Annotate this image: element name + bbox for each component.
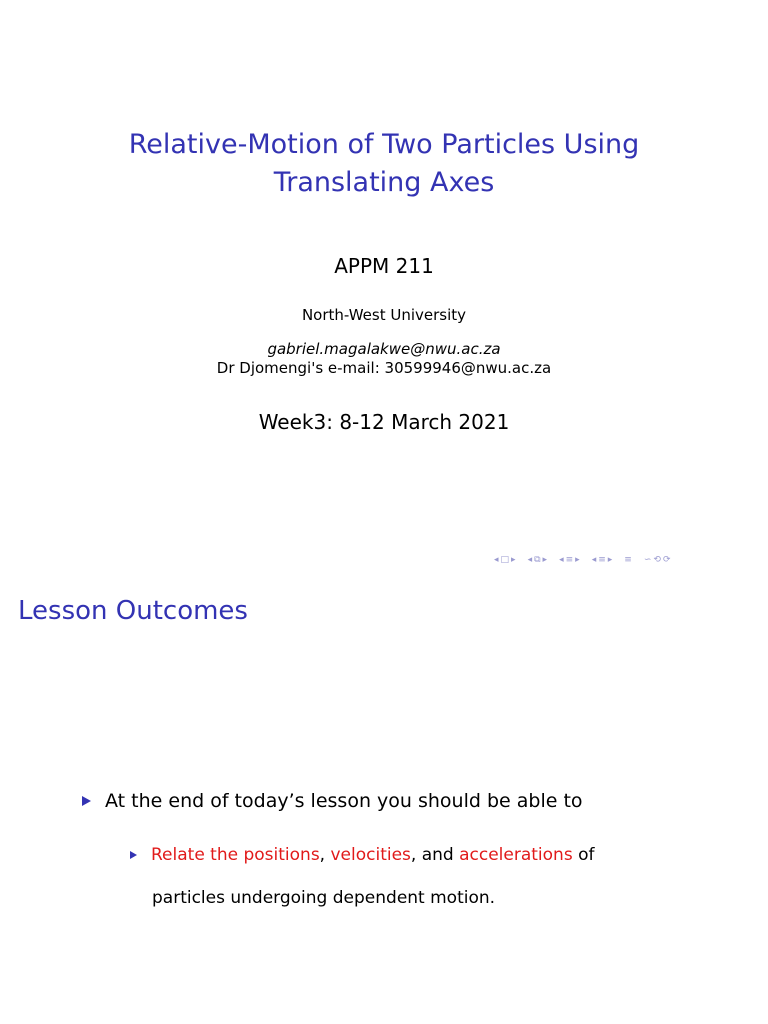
subsection-prev-icon[interactable]: ◂ xyxy=(527,555,533,565)
institute-name: North-West University xyxy=(301,306,467,324)
bullet-item-2 xyxy=(130,845,595,865)
frame-next-icon[interactable]: ▸ xyxy=(511,555,516,565)
toc-icon[interactable]: ≡ xyxy=(624,555,632,565)
outcome-positions: Relate the positions xyxy=(151,845,320,865)
bullet-2-continuation: particles undergoing dependent motion. xyxy=(152,888,496,908)
lesson-outcomes-slide xyxy=(0,580,768,1024)
presentation-title xyxy=(0,126,768,202)
bullet-2-tail: of xyxy=(572,845,595,865)
bullet-item-1 xyxy=(82,790,583,812)
beamer-navigation-bar xyxy=(494,555,670,565)
bullet-2-text xyxy=(151,845,595,865)
lecture-date: Week3: 8-12 March 2021 xyxy=(258,410,510,434)
title-line-2: Translating Axes xyxy=(273,167,495,198)
bullet-triangle-icon xyxy=(82,796,91,806)
frame-prev-icon[interactable]: ◂ xyxy=(494,555,499,565)
subsubsection-icon[interactable]: ≡ xyxy=(598,555,606,565)
back-icon[interactable]: ⟲ xyxy=(653,555,661,565)
frame-icon[interactable]: □ xyxy=(500,555,510,565)
section-icon[interactable]: ≡ xyxy=(565,555,574,565)
forward-icon[interactable]: ⟳ xyxy=(662,555,671,565)
course-code: APPM 211 xyxy=(334,254,434,278)
subsection-next-icon[interactable]: ▸ xyxy=(542,555,548,565)
frame-title: Lesson Outcomes xyxy=(18,596,248,626)
outcome-velocities: velocities xyxy=(330,845,411,865)
section-next-icon[interactable]: ▸ xyxy=(575,555,580,565)
subsection-icon[interactable]: ⧉ xyxy=(534,555,541,565)
section-prev-icon[interactable]: ◂ xyxy=(559,555,564,565)
lecturer-email: gabriel.magalakwe@nwu.ac.za xyxy=(267,340,501,358)
separator-2: , and xyxy=(410,845,460,865)
outcome-accelerations: accelerations xyxy=(459,845,573,865)
title-line-1: Relative-Motion of Two Particles Using xyxy=(128,129,640,160)
second-lecturer-email: Dr Djomengi's e-mail: 30599946@nwu.ac.za xyxy=(216,359,552,377)
subsubsection-prev-icon[interactable]: ◂ xyxy=(591,555,597,565)
sub-bullet-triangle-icon xyxy=(130,851,137,859)
separator-1: , xyxy=(319,845,331,865)
bullet-1-text: At the end of today’s lesson you should be able to xyxy=(105,790,583,812)
search-icon[interactable]: ∽ xyxy=(643,555,652,565)
subsubsection-next-icon[interactable]: ▸ xyxy=(607,555,613,565)
